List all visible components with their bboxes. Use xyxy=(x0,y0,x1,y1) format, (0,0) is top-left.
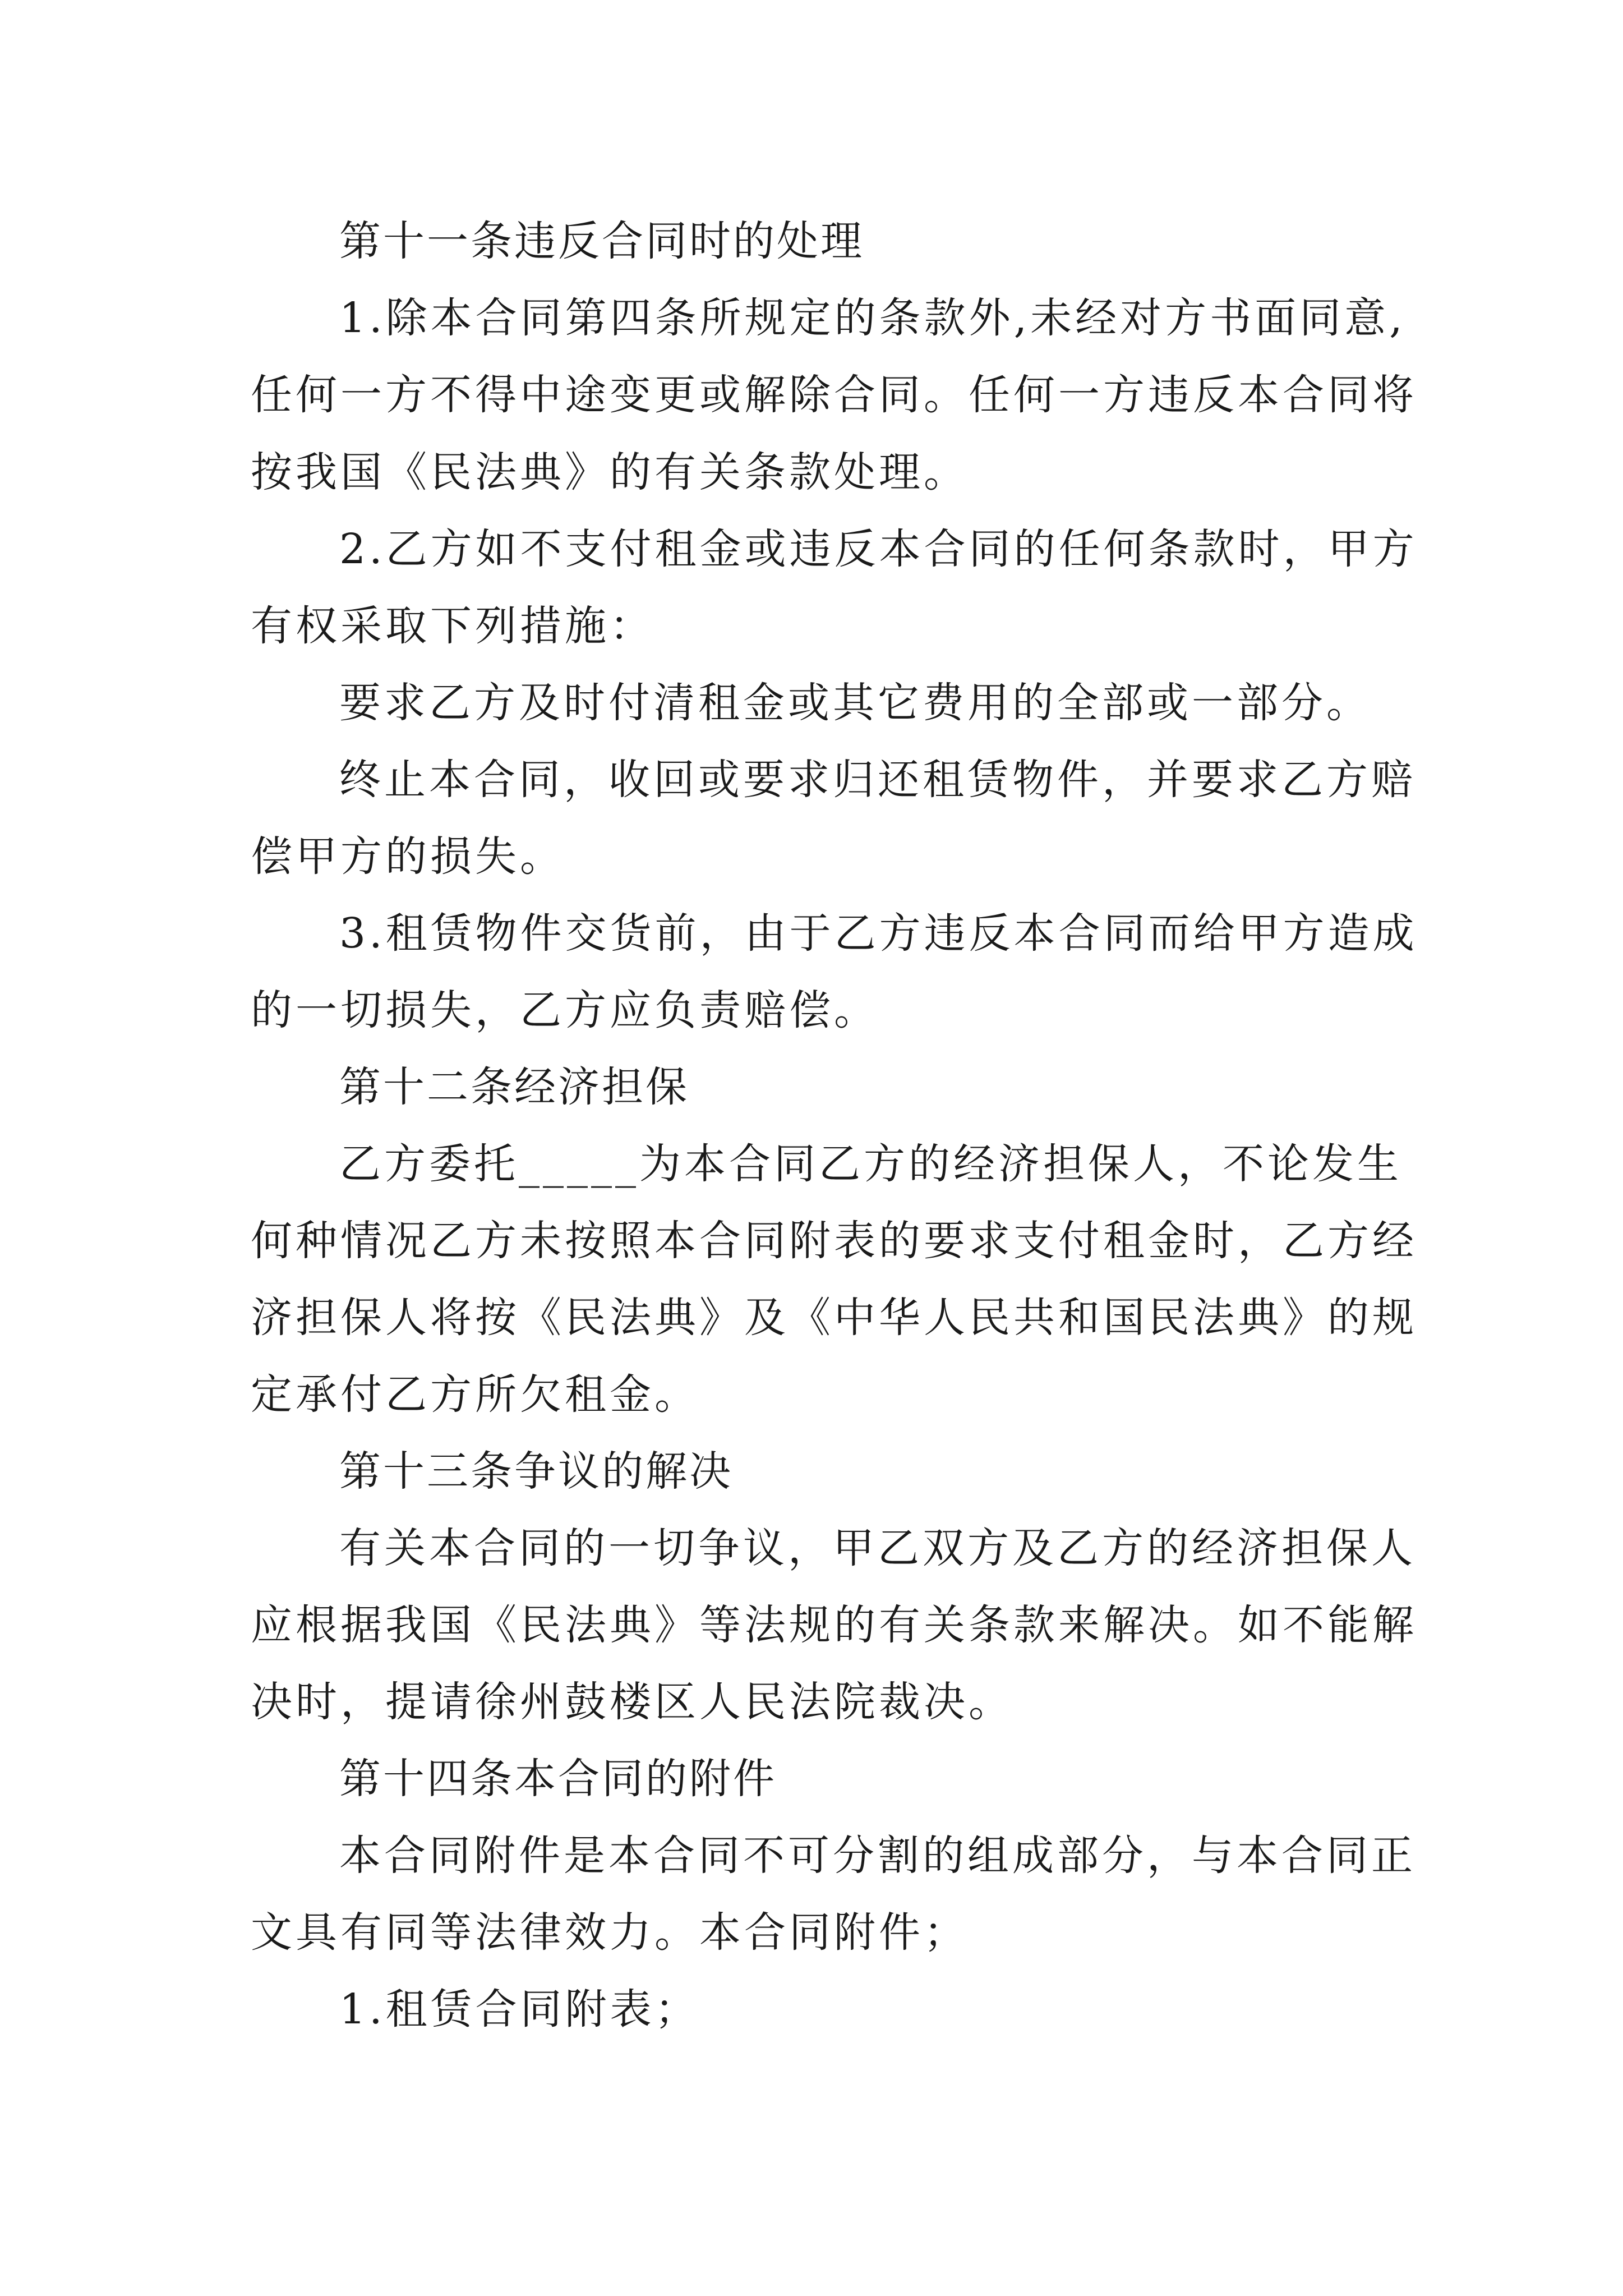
article-12-heading: 第十二条经济担保 xyxy=(339,1063,689,1111)
article-11-measure-1: 要求乙方及时付清租金或其它费用的全部或一部分。 xyxy=(339,679,1371,727)
article-11-clause-2-line-2: 有权采取下列措施： xyxy=(251,602,654,650)
article-13-body-line-2: 应根据我国《民法典》等法规的有关条款来解决。如不能解 xyxy=(251,1601,1417,1649)
article-11-clause-1-line-2: 任何一方不得中途变更或解除合同。任何一方违反本合同将 xyxy=(251,371,1417,419)
article-12-body-line-4: 定承付乙方所欠租金。 xyxy=(251,1370,699,1419)
article-11-measure-2-line-2: 偿甲方的损失。 xyxy=(251,832,565,881)
article-14-attachment-1: 1.租赁合同附表； xyxy=(339,1985,700,2033)
article-14-body-line-1: 本合同附件是本合同不可分割的组成部分，与本合同正 xyxy=(339,1832,1416,1880)
article-11-clause-2-line-1: 2.乙方如不支付租金或违反本合同的任何条款时，甲方 xyxy=(339,525,1418,573)
article-13-body-line-3: 决时，提请徐州鼓楼区人民法院裁决。 xyxy=(251,1678,1013,1726)
article-14-heading: 第十四条本合同的附件 xyxy=(339,1755,777,1803)
article-12-body-line-3: 济担保人将按《民法典》及《中华人民共和国民法典》的规 xyxy=(251,1294,1417,1342)
article-14-body-line-2: 文具有同等法律效力。本合同附件； xyxy=(251,1908,969,1957)
article-11-clause-3-line-1: 3.租赁物件交货前，由于乙方违反本合同而给甲方造成 xyxy=(339,909,1418,958)
article-11-clause-1-line-3: 按我国《民法典》的有关条款处理。 xyxy=(251,448,969,496)
article-11-clause-1-line-1: 1.除本合同第四条所规定的条款外,未经对方书面同意, xyxy=(339,294,1406,342)
article-13-heading: 第十三条争议的解决 xyxy=(339,1447,733,1496)
article-11-measure-2-line-1: 终止本合同，收回或要求归还租赁物件，并要求乙方赔 xyxy=(339,756,1416,804)
article-11-clause-3-line-2: 的一切损失，乙方应负责赔偿。 xyxy=(251,986,879,1034)
article-12-body-line-2: 何种情况乙方未按照本合同附表的要求支付租金时，乙方经 xyxy=(251,1217,1417,1265)
article-12-body-line-1: 乙方委托_____为本合同乙方的经济担保人，不论发生 xyxy=(339,1140,1402,1188)
article-11-heading: 第十一条违反合同时的处理 xyxy=(339,217,864,265)
article-13-body-line-1: 有关本合同的一切争议，甲乙双方及乙方的经济担保人 xyxy=(339,1524,1416,1572)
